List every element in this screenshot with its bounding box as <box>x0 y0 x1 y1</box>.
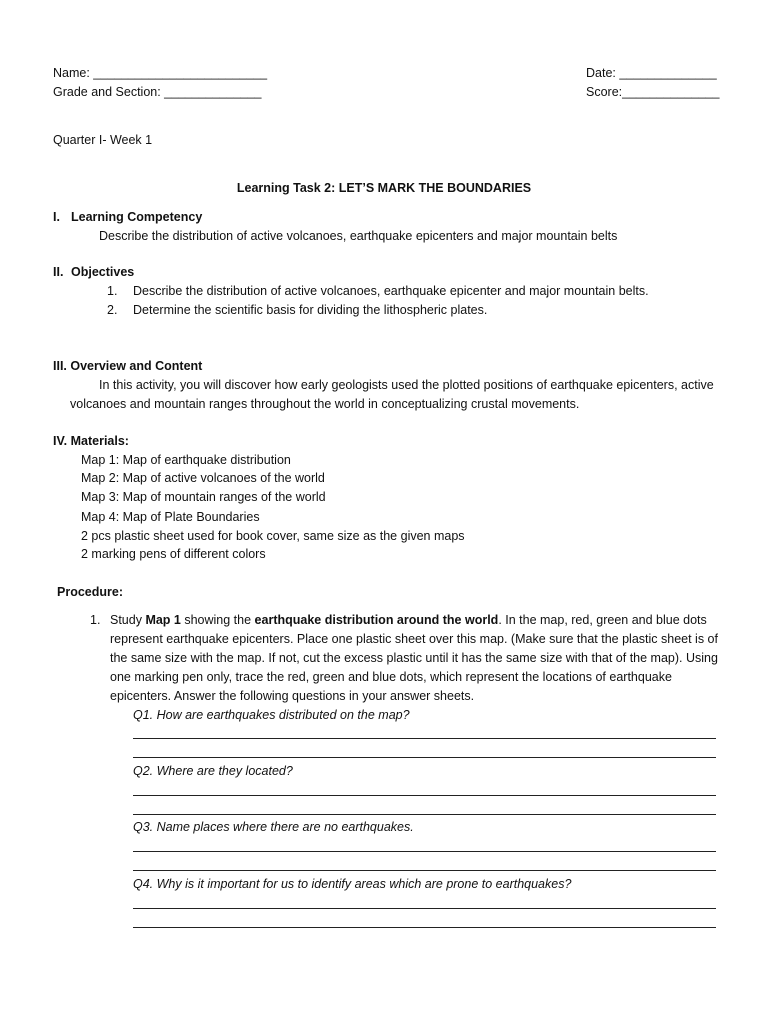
task-title: Learning Task 2: LET’S MARK THE BOUNDARIES <box>236 181 532 195</box>
answer-line[interactable] <box>133 757 716 758</box>
answer-line[interactable] <box>133 795 716 796</box>
objectives-heading: Objectives <box>71 265 135 279</box>
material-item: 2 pcs plastic sheet used for book cover, same size as the given maps <box>81 529 465 543</box>
question-2: Q2. Where are they located? <box>133 764 293 778</box>
score-field-label: Score:______________ <box>586 85 720 99</box>
grade-section-field-label: Grade and Section: ______________ <box>53 85 262 99</box>
answer-line[interactable] <box>133 738 716 739</box>
answer-line[interactable] <box>133 927 716 928</box>
objective-number-1: 1. <box>107 284 118 298</box>
materials-heading: IV. Materials: <box>53 434 129 448</box>
material-item: Map 1: Map of earthquake distribution <box>81 453 291 467</box>
material-item: Map 3: Map of mountain ranges of the world <box>81 490 326 504</box>
objective-text-2: Determine the scientific basis for dividing the lithospheric plates. <box>133 303 488 317</box>
answer-line[interactable] <box>133 908 716 909</box>
objective-text-1: Describe the distribution of active volcanoes, earthquake epicenter and major mountain belts. <box>133 284 649 298</box>
objectives-heading-number: II. <box>53 265 64 279</box>
overview-heading: III. Overview and Content <box>53 359 203 373</box>
procedure-heading: Procedure: <box>57 585 123 599</box>
quarter-week-label: Quarter I- Week 1 <box>53 133 153 147</box>
name-field-label: Name: _________________________ <box>53 66 268 80</box>
procedure-step-number: 1. <box>90 613 101 627</box>
competency-heading-number: I. <box>53 210 60 224</box>
material-item: Map 4: Map of Plate Boundaries <box>81 510 260 524</box>
map-1-reference: Map 1 <box>145 613 181 627</box>
material-item: 2 marking pens of different colors <box>81 547 266 561</box>
overview-text-line-2: volcanoes and mountain ranges throughout the world in conceptualizing crustal movements. <box>70 397 580 411</box>
objective-number-2: 2. <box>107 303 118 317</box>
competency-text: Describe the distribution of active volcanoes, earthquake epicenters and major mountain belts <box>99 229 618 243</box>
competency-heading: Learning Competency <box>71 210 203 224</box>
material-item: Map 2: Map of active volcanoes of the world <box>81 471 325 485</box>
overview-text-line-1: In this activity, you will discover how early geologists used the plotted positions of earthquake epicenters, active <box>99 378 714 392</box>
procedure-step-text: Study Map 1 showing the earthquake distribution around the world. In the map, red, green and blue dots represent earthquake epicenters. Place one plastic sheet over this map. (Make sure that the plastic sheet is of the same size with the map. If not, cut the excess plastic until it has the same size with that of the map). Using one marking pen only, trace the red, green and blue dots, which represent the locations of earthquake epicenters. Answer the following questions in your answer sheets. <box>110 613 718 703</box>
answer-line[interactable] <box>133 814 716 815</box>
earthquake-distribution-emphasis: earthquake distribution around the world <box>254 613 499 627</box>
question-4: Q4. Why is it important for us to identify areas which are prone to earthquakes? <box>133 877 572 891</box>
answer-line[interactable] <box>133 851 716 852</box>
question-3: Q3. Name places where there are no earthquakes. <box>133 820 414 834</box>
question-1: Q1. How are earthquakes distributed on the map? <box>133 708 410 722</box>
answer-line[interactable] <box>133 870 716 871</box>
date-field-label: Date: ______________ <box>586 66 717 80</box>
